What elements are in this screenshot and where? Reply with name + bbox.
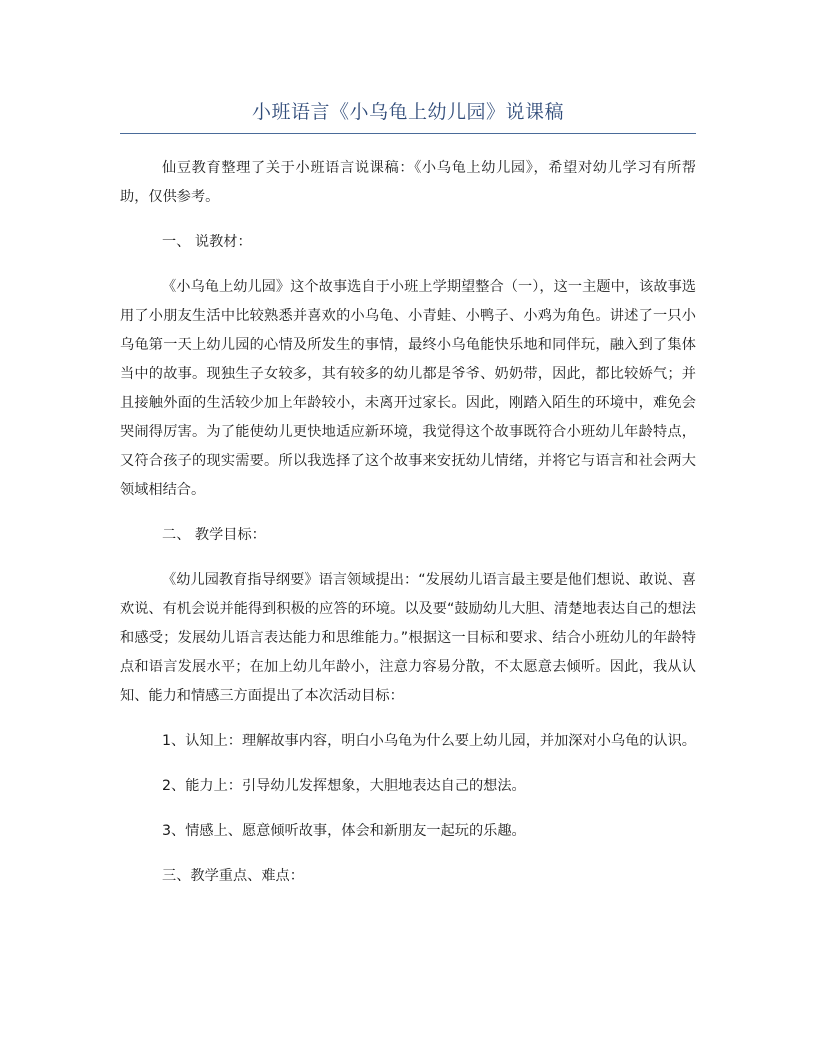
section-heading-teaching-goals: 二、 教学目标： [162,527,266,543]
title-underline [120,133,696,134]
teaching-goals-paragraph: 《幼儿园教育指导纲要》语言领域提出：“发展幼儿语言最主要是他们想说、敢说、喜欢说、有机会说并能得到积极的应答的环境。以及要“鼓励幼儿大胆、清楚地表达自己的想法和感受；发展幼儿语言表达能力和思维能力。”根据这一目标和要求、结合小班幼儿的年龄特点和语言发展水平；在加上幼儿年龄小，注意力容易分散，不太愿意去倾听。因此，我从认知、能力和情感三方面提出了本次活动目标： [120,572,696,704]
section-heading-key-points: 三、教学重点、难点： [162,868,304,884]
intro-paragraph: 仙豆教育整理了关于小班语言说课稿：《小乌龟上幼儿园》，希望对幼儿学习有所帮助，仅供参考。 [120,160,696,205]
goal-item-emotion: 3、情感上、愿意倾听故事，体会和新朋友一起玩的乐趣。 [162,823,526,839]
section-heading-teaching-material: 一、 说教材： [162,234,252,250]
document-body [120,154,696,907]
document-title: 小班语言《小乌龟上幼儿园》说课稿 [251,101,564,123]
goal-item-ability: 2、能力上：引导幼儿发挥想象，大胆地表达自己的想法。 [162,778,526,794]
teaching-material-paragraph: 《小乌龟上幼儿园》这个故事选自于小班上学期望整合（一），这一主题中，该故事选用了小朋友生活中比较熟悉并喜欢的小乌龟、小青蛙、小鸭子、小鸡为角色。讲述了一只小乌龟第一天上幼儿园的心情及所发生的事情，最终小乌龟能快乐地和同伴玩，融入到了集体当中的故事。现独生子女较多，其有较多的幼儿都是爷爷、奶奶带，因此，都比较娇气；并且接触外面的生活较少加上年龄较小，未离开过家长。因此，刚踏入陌生的环境中，难免会哭闹得厉害。为了能使幼儿更快地适应新环境，我觉得这个故事既符合小班幼儿年龄特点，又符合孩子的现实需要。所以我选择了这个故事来安抚幼儿情绪，并将它与语言和社会两大领域相结合。 [120,279,696,498]
goal-item-cognition: 1、认知上：理解故事内容，明白小乌龟为什么要上幼儿园，并加深对小乌龟的认识。 [162,733,696,749]
